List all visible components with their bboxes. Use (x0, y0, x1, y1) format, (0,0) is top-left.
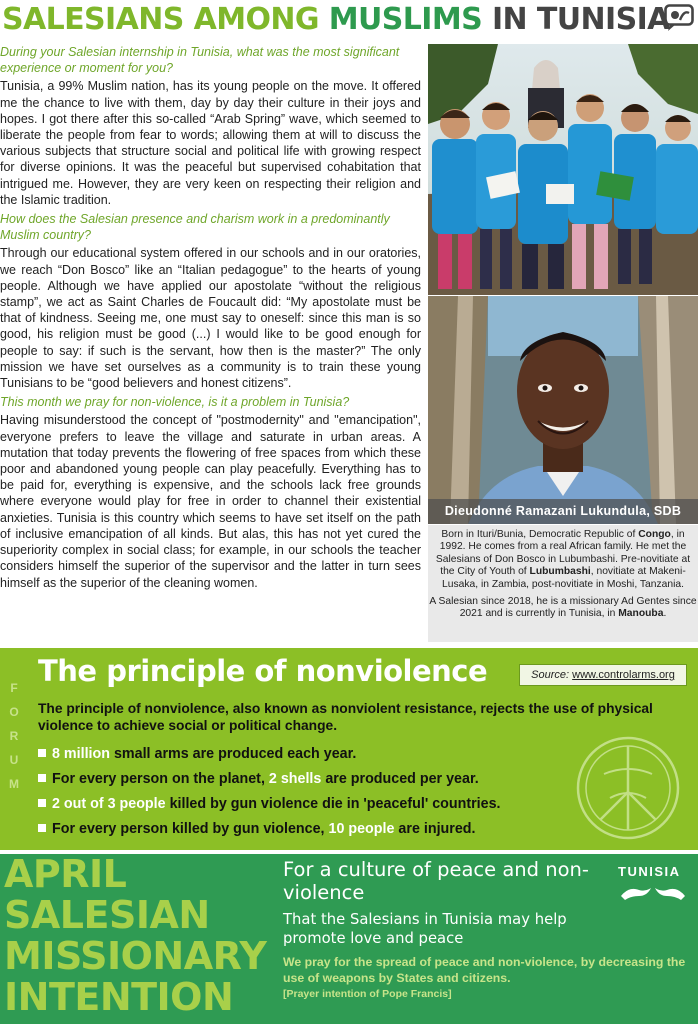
speech-bubble-logo-icon (664, 4, 694, 32)
intention-heading (4, 854, 266, 1018)
source-label: Source: (531, 669, 570, 681)
bio-paragraph-1 (428, 529, 698, 591)
page-header (0, 0, 698, 40)
answer-2: Through our educational system offered in our schools and in our oratories, we reach “Don Bosco” like an “Italian pedagogue” to the hearts of young people. Although we have applied our apostolate “without the religious stamp”, we act as Saint Charles de Foucault did: “My apostolate must be that of kindness. Seeing me, one must say to oneself: since this man is so good, his religion must be good (...) I would like to be good enough for people to say: if such is the servant, how then is the master?” The only mission we have set ourselves as a community is to train these young Tunisians to be “good believers and honest citizens”. (0, 246, 421, 391)
stat-highlight: 2 shells (268, 771, 322, 787)
forum-section (0, 648, 698, 850)
bio-congo: Congo (638, 529, 671, 540)
source-box (519, 664, 687, 686)
photo-caption: Dieudonné Ramazani Lukundula, SDB (428, 499, 698, 524)
stat-highlight: 10 people (328, 821, 395, 837)
stat-highlight: 2 out of 3 people (52, 796, 166, 812)
forum-letter: O (9, 705, 19, 719)
question-2: How does the Salesian presence and charism work in a predominantly Muslim country? (0, 212, 390, 243)
forum-letter: F (10, 681, 18, 695)
stat-text: are injured. (394, 821, 476, 837)
bio-text: A Salesian since 2018, he is a missionary Ad Gentes since 2021 and is currently in Tunisia, in (429, 596, 697, 620)
forum-letter: M (9, 777, 19, 791)
intention-section (0, 854, 698, 1024)
title-part-3: IN TUNISIA (491, 2, 670, 37)
intention-subtitle: That the Salesians in Tunisia may help promote love and peace (283, 911, 567, 947)
square-bullet-icon (38, 749, 46, 757)
stat-item (38, 742, 598, 767)
stat-text: killed by gun violence die in 'peaceful' countries. (165, 796, 501, 812)
square-bullet-icon (38, 799, 46, 807)
forum-title: The principle of nonviolence (38, 654, 488, 688)
intention-heading-line: APRIL (4, 852, 127, 896)
stat-text: For every person killed by gun violence, (52, 821, 329, 837)
bio-text: . (663, 608, 667, 620)
bio-text: Born in Ituri/Bunia, Democratic Republic of (441, 529, 639, 540)
question-3: This month we pray for non-violence, is it a problem in Tunisia? (0, 395, 350, 410)
answer-1: Tunisia, a 99% Muslim nation, has its young people on the move. It offered me the chance to live with them, day by day their culture in their joys and hopes. I got there after this so-called “Arab Spring” wave, which seemed to liberate the people from fear to words; allowing them at will to discuss the various subjects that structure social and political life with growing respect for diverse opinions. It was the peaceful but supervised cohabitation that intrigued me. However, they are very keen on respecting their religion and the Islamic tradition. (0, 79, 421, 207)
forum-vertical-label (7, 676, 21, 796)
bio-lubumbashi: Lubumbashi (529, 566, 591, 578)
source-link[interactable]: www.controlarms.org (572, 669, 675, 681)
title-part-1: SALESIANS AMONG (2, 2, 319, 37)
intention-reference: [Prayer intention of Pope Francis] (283, 988, 452, 1000)
forum-letter: R (9, 729, 19, 743)
title-part-2: MUSLIMS (328, 2, 483, 37)
missionary-bio (428, 525, 698, 642)
bio-manouba: Manouba (618, 608, 664, 620)
forum-intro: The principle of nonviolence, also known as nonviolent resistance, rejects the use of physical violence to achieve social or political change. (38, 701, 653, 733)
intention-content (283, 858, 693, 1001)
children-group-photo (428, 44, 698, 295)
stat-text: small arms are produced each year. (110, 746, 357, 762)
square-bullet-icon (38, 774, 46, 782)
stat-text: For every person on the planet, (52, 771, 269, 787)
answer-3: Having misunderstood the concept of "postmodernity" and "emancipation", everyone prefers to leave the village and saturate in urban areas. A mutation that today prevents the flowering of free spaces from which these poor and abandoned young people can play peacefully. Everything has to be paid for, everything is expensive, and the schools lack free grounds where everyone would play for free in order to channel their existential anxieties. Tunisia is this country which seems to have set itself on the path of inclusive emancipation of all kinds. But alas, this has not yet cured the superiority complex in social class; for example, in our schools the teacher considers himself the superior of the supervisor and the latter in turn sees himself as the superior of the cleaning women. (0, 413, 421, 590)
stat-highlight: 8 million (52, 746, 110, 762)
bio-paragraph-2 (428, 596, 698, 621)
forum-letter: U (9, 753, 19, 767)
interview-article (0, 44, 421, 640)
intention-heading-line: INTENTION (4, 975, 234, 1019)
intention-heading-line: MISSIONARY (4, 934, 267, 978)
tunisia-hands-icon (619, 882, 687, 902)
bio-text: , novitiate at Makeni-Lusaka, in Zambia, post-novitiate in Moshi, Tanzania. (442, 566, 686, 590)
bio-text: , in 1992. He comes from a real African family. He met the Salesians of Don Bosco in Lubumbashi. Pre-novitiate at the City of Youth of (435, 529, 691, 578)
stat-text: are produced per year. (321, 771, 479, 787)
stat-item (38, 817, 598, 842)
tunisia-label: TUNISIA (618, 864, 681, 879)
peace-dove-circle-icon (574, 734, 682, 842)
intention-title: For a culture of peace and non-violence (283, 858, 589, 904)
stats-list (38, 742, 598, 842)
stat-item (38, 767, 598, 792)
page-title (2, 2, 670, 38)
intention-heading-line: SALESIAN (4, 893, 210, 937)
intention-description: We pray for the spread of peace and non-violence, by decreasing the use of weapons by States and citizens. (283, 955, 686, 985)
square-bullet-icon (38, 824, 46, 832)
stat-item (38, 792, 598, 817)
question-1: During your Salesian internship in Tunisia, what was the most significant experience or moment for you? (0, 45, 400, 76)
missionary-portrait-photo (428, 296, 698, 524)
